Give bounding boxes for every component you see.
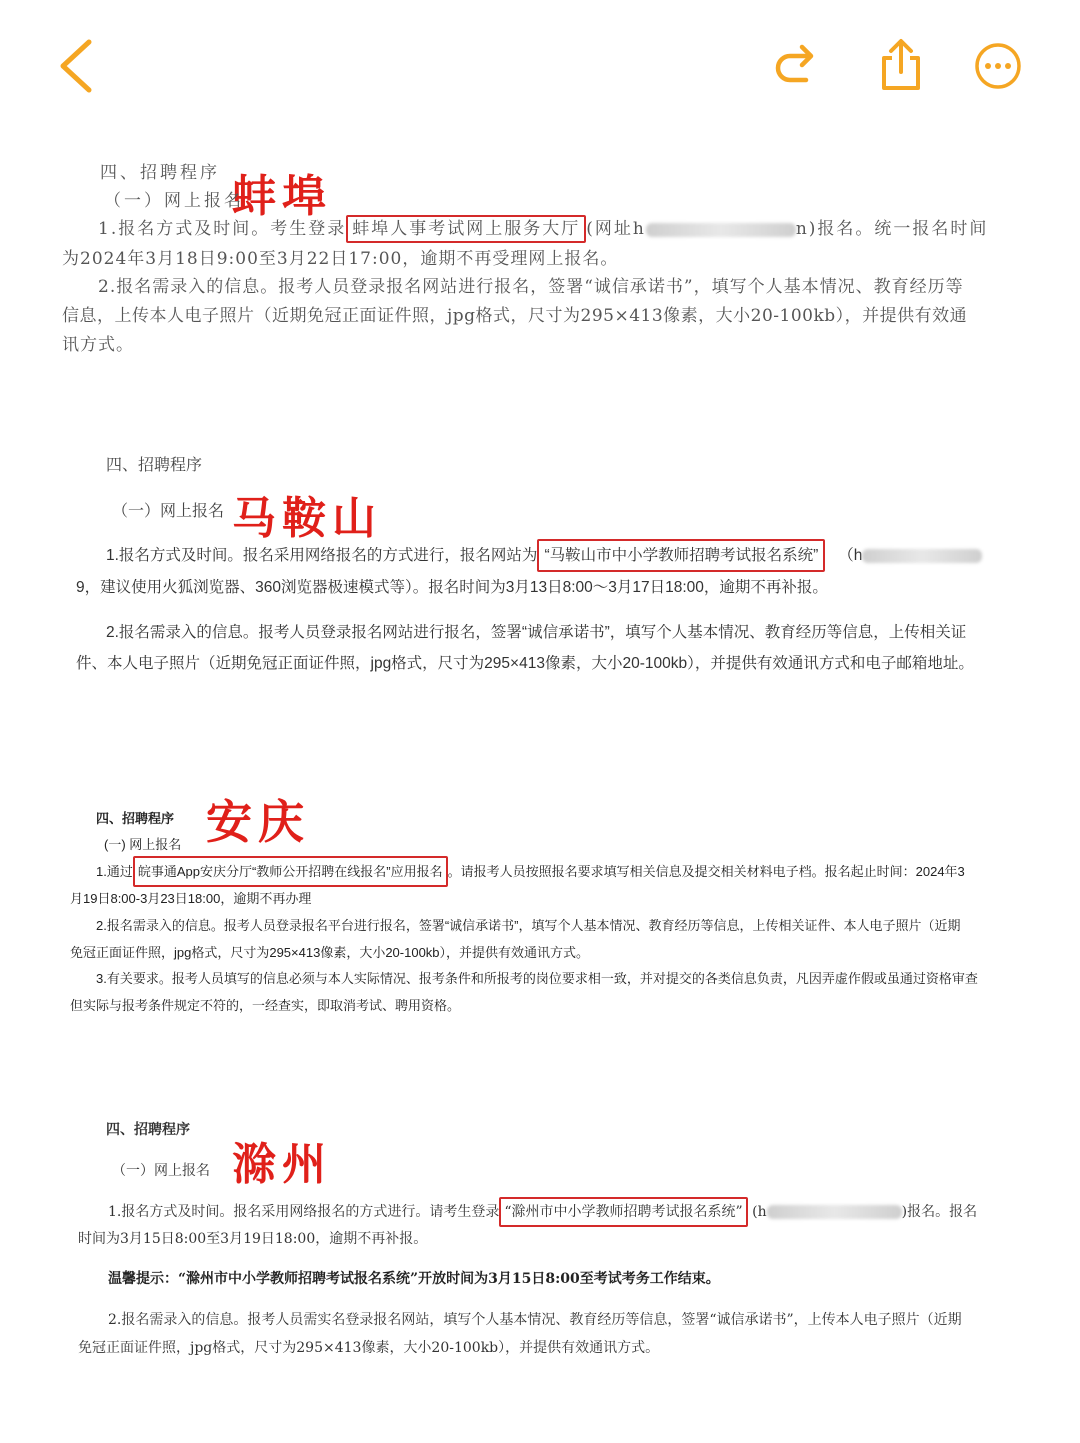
redacted-url: [767, 1205, 902, 1219]
section-subheading: （一）网上报名: [104, 191, 244, 211]
paragraph-line: 但实际与报考条件规定不符的，一经查实，即取消考试、聘用资格。: [70, 998, 461, 1013]
paragraph-line: 2.报名需录入的信息。报考人员需实名登录报名网站，填写个人基本情况、教育经历等信息，签署“诚信承诺书”，上传本人电子照片（近期: [108, 1312, 962, 1328]
city-label: 马鞍山: [232, 493, 382, 544]
section-subheading: （一）网上报名: [112, 503, 225, 520]
section-subheading: （一）网上报名: [112, 1163, 210, 1179]
redacted-url: [862, 549, 982, 563]
highlight-box: 皖事通App安庆分厅“教师公开招聘在线报名”应用报名: [133, 856, 448, 887]
paragraph-line: 1.报名方式及时间。考生登录 蚌埠人事考试网上服务大厅 (网址h n)报名。统一报名时间: [98, 214, 988, 239]
more-ellipsis-icon[interactable]: [974, 42, 1022, 90]
paragraph-line: 月19日8:00-3月23日18:00，逾期不再办理: [70, 891, 312, 906]
paragraph-line: 1.报名方式及时间。报名采用网络报名的方式进行，报名网站为 “马鞍山市中小学教师招聘考试报名系统” （h: [106, 543, 982, 565]
paragraph-line: 2.报名需录入的信息。报考人员登录报名平台进行报名，签署“诚信承诺书”，填写个人基本情况、教育经历等信息，上传相关证件、本人电子照片（近期: [96, 918, 961, 933]
tip-text: “滁州市中小学教师招聘考试报名系统”开放时间为3月15日8:00至考试考务工作结束。: [178, 1271, 720, 1287]
highlight-box: “滁州市中小学教师招聘考试报名系统”: [499, 1197, 747, 1227]
redo-arrow-icon[interactable]: [772, 42, 820, 90]
section-heading: 四、招聘程序: [106, 457, 203, 474]
paragraph-line: 时间为3月15日8:00至3月19日18:00，逾期不再补报。: [78, 1231, 428, 1247]
section-heading: 四、招聘程序: [96, 811, 175, 826]
paragraph-line: 件、本人电子照片（近期免冠正面证件照，jpg格式，尺寸为295×413像素，大小20-100kb），并提供有效通讯方式和电子邮箱地址。: [76, 655, 974, 672]
share-upload-icon[interactable]: [878, 38, 924, 92]
chevron-left-icon[interactable]: [55, 38, 97, 94]
paragraph-line: 1.报名方式及时间。报名采用网络报名的方式进行。请考生登录 “滁州市中小学教师招聘考试报名系统” (h )报名。报名: [108, 1201, 977, 1221]
paragraph-line: 9，建议使用火狐浏览器、360浏览器极速模式等）。报名时间为3月13日8:00～3月17日18:00，逾期不再补报。: [76, 579, 828, 596]
paragraph-line: 免冠正面证件照，jpg格式，尺寸为295×413像素，大小20-100kb），并提供有效通讯方式。: [70, 945, 590, 960]
tip-line: [108, 1268, 720, 1288]
city-label: 蚌埠: [232, 171, 332, 222]
redacted-url: [646, 223, 796, 237]
highlight-box: 蚌埠人事考试网上服务大厅: [346, 215, 586, 243]
section-subheading: (一) 网上报名: [104, 837, 182, 852]
paragraph-line: 3.有关要求。报考人员填写的信息必须与本人实际情况、报考条件和所报考的岗位要求相一致，并对提交的各类信息负责，凡因弄虚作假或虽通过资格审查: [96, 971, 978, 986]
paragraph-line: 信息，上传本人电子照片（近期免冠正面证件照，jpg格式，尺寸为295×413像素，大小20-100kb），并提供有效通: [62, 306, 968, 326]
paragraph-line: 为2024年3月18日9:00至3月22日17:00，逾期不再受理网上报名。: [62, 249, 619, 269]
city-label: 滁州: [232, 1139, 332, 1190]
top-toolbar: [0, 0, 1080, 130]
paragraph-line: 免冠正面证件照，jpg格式，尺寸为295×413像素，大小20-100kb），并提供有效通讯方式。: [78, 1340, 660, 1356]
paragraph-line: 1.通过 皖事通App安庆分厅“教师公开招聘在线报名”应用报名 。请报考人员按照报名要求填写相关信息及提交相关材料电子档。报名起止时间：2024年3: [96, 861, 965, 880]
section-heading: 四、招聘程序: [100, 163, 220, 183]
paragraph-line: 2.报名需录入的信息。报考人员登录报名网站进行报名，签署“诚信承诺书”，填写个人基本情况、教育经历等: [98, 277, 964, 297]
section-heading: 四、招聘程序: [106, 1122, 190, 1138]
paragraph-line: 2.报名需录入的信息。报考人员登录报名网站进行报名，签署“诚信承诺书”，填写个人基本情况、教育经历等信息，上传相关证: [106, 624, 967, 641]
paragraph-line: 讯方式。: [62, 335, 134, 355]
tip-label: 温馨提示：: [108, 1271, 178, 1287]
city-label: 安庆: [206, 795, 310, 849]
highlight-box: “马鞍山市中小学教师招聘考试报名系统”: [537, 539, 825, 572]
